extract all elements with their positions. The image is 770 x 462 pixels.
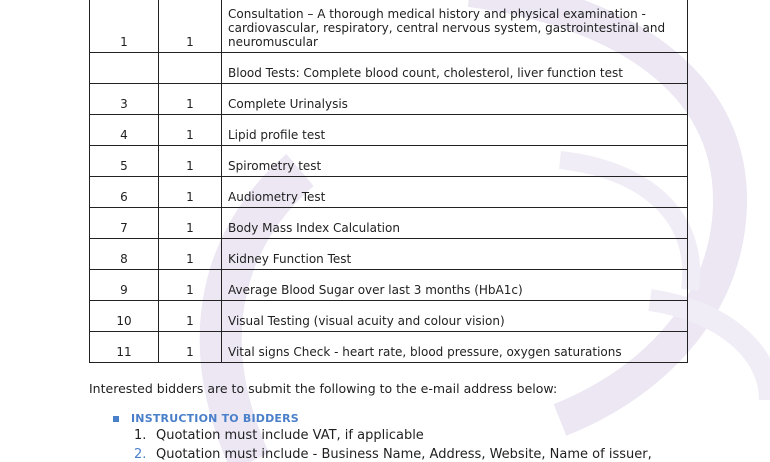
instruction-number: 2. [134,447,147,462]
item-number-cell: 5 [90,146,159,177]
item-number-cell: 3 [90,84,159,115]
table-row [90,208,688,239]
item-number-cell: 1 [90,0,159,53]
quantity-cell: 1 [159,115,222,146]
table-row [90,332,688,363]
instructions-heading [113,412,299,425]
table-row [90,146,688,177]
description-cell: Average Blood Sugar over last 3 months (HbA1c) [222,270,688,301]
item-number-cell [90,53,159,84]
description-cell: Body Mass Index Calculation [222,208,688,239]
table-row [90,84,688,115]
quantity-cell: 1 [159,84,222,115]
instruction-number: 1. [134,428,147,443]
table-row [90,53,688,84]
intro-text: Interested bidders are to submit the following to the e-mail address below: [89,381,558,396]
table-row [90,177,688,208]
item-number-cell: 6 [90,177,159,208]
table-row [90,270,688,301]
quantity-cell: 1 [159,270,222,301]
description-cell: Visual Testing (visual acuity and colour vision) [222,301,688,332]
item-number-cell: 10 [90,301,159,332]
square-bullet-icon [113,416,119,422]
instruction-text: Quotation must include - Business Name, Address, Website, Name of issuer, [156,447,652,462]
instruction-text: Quotation must include VAT, if applicable [156,428,424,443]
item-number-cell: 4 [90,115,159,146]
table-row [90,239,688,270]
table-row [90,301,688,332]
item-number-cell: 9 [90,270,159,301]
instruction-item [134,428,424,443]
quantity-cell [159,53,222,84]
description-cell: Spirometry test [222,146,688,177]
item-number-cell: 8 [90,239,159,270]
quantity-cell: 1 [159,146,222,177]
description-cell: Blood Tests: Complete blood count, cholesterol, liver function test [222,53,688,84]
quantity-cell: 1 [159,332,222,363]
services-table [89,0,688,363]
quantity-cell: 1 [159,208,222,239]
instructions-heading-label: INSTRUCTION TO BIDDERS [131,412,299,425]
item-number-cell: 11 [90,332,159,363]
description-cell: Vital signs Check - heart rate, blood pressure, oxygen saturations [222,332,688,363]
quantity-cell: 1 [159,239,222,270]
quantity-cell: 1 [159,0,222,53]
description-cell: Kidney Function Test [222,239,688,270]
description-cell: Audiometry Test [222,177,688,208]
table-row [90,0,688,53]
instruction-item [134,447,652,462]
quantity-cell: 1 [159,301,222,332]
description-cell: Complete Urinalysis [222,84,688,115]
description-cell: Consultation – A thorough medical history and physical examination - cardiovascular, respiratory, central nervous system, gastrointestinal and neuromuscular [222,0,688,53]
description-cell: Lipid profile test [222,115,688,146]
table-row [90,115,688,146]
quantity-cell: 1 [159,177,222,208]
item-number-cell: 7 [90,208,159,239]
